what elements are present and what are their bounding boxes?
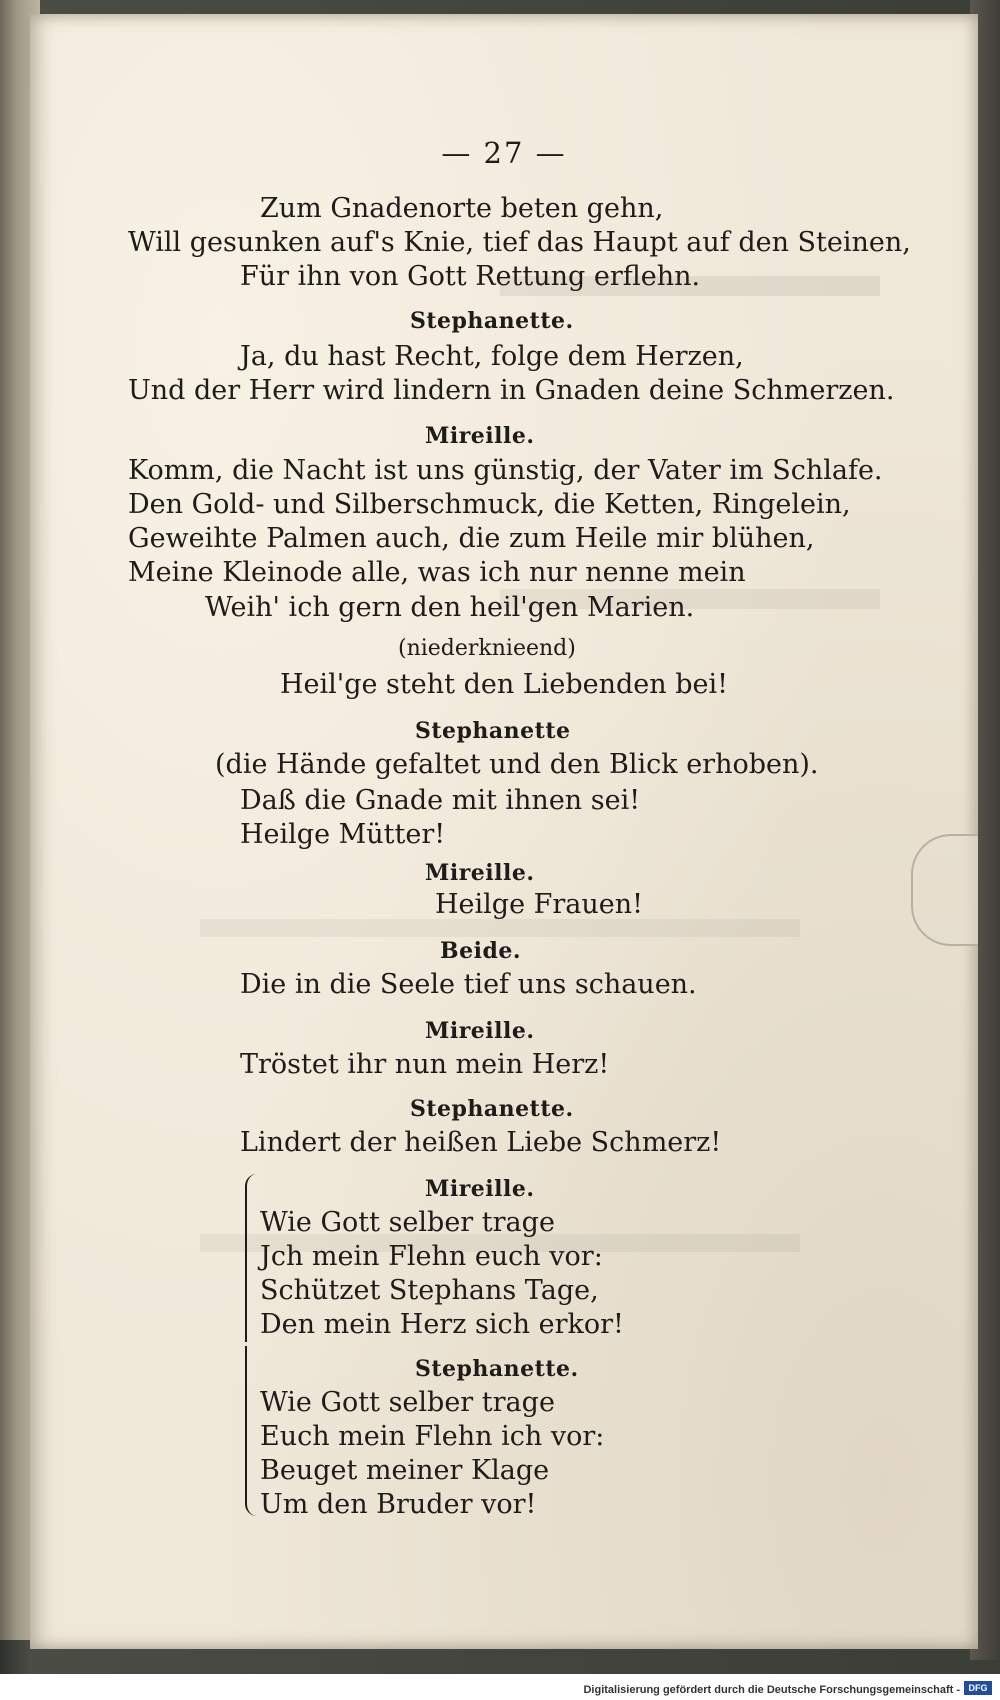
verse-line: Ja, du hast Recht, folge dem Herzen, xyxy=(240,341,744,372)
verse-line: Tröstet ihr nun mein Herz! xyxy=(240,1049,610,1080)
verse-line: Meine Kleinode alle, was ich nur nenne mein xyxy=(128,557,746,588)
footer-credit: Digitalisierung gefördert durch die Deutsche Forschungsgemeinschaft - xyxy=(583,1684,960,1696)
bracket-mireille xyxy=(245,1174,261,1342)
speaker-name: Mireille. xyxy=(425,1176,535,1202)
speaker-name: Stephanette. xyxy=(415,1356,579,1382)
verse-line: Für ihn von Gott Rettung erflehn. xyxy=(240,261,701,292)
verse-line: Heilge Frauen! xyxy=(435,889,643,920)
speaker-name: Stephanette. xyxy=(410,308,574,334)
speaker-name: Mireille. xyxy=(425,1018,535,1044)
verse-line: Zum Gnadenorte beten gehn, xyxy=(260,193,664,224)
verse-line: Beuget meiner Klage xyxy=(260,1455,550,1486)
verse-line: Lindert der heißen Liebe Schmerz! xyxy=(240,1127,722,1158)
speaker-name: Mireille. xyxy=(425,423,535,449)
verse-line: Komm, die Nacht ist uns günstig, der Vater im Schlafe. xyxy=(128,455,883,486)
verse-line: Schützet Stephans Tage, xyxy=(260,1275,599,1306)
verse-line: Wie Gott selber trage xyxy=(260,1207,555,1238)
verse-line: Euch mein Flehn ich vor: xyxy=(260,1421,605,1452)
book-page xyxy=(30,14,978,1649)
verse-line: Heil'ge steht den Liebenden bei! xyxy=(280,669,728,700)
stage-direction: (die Hände gefaltet und den Blick erhoben). xyxy=(215,749,819,780)
verse-line: Will gesunken auf's Knie, tief das Haupt auf den Steinen, xyxy=(128,227,911,258)
footer-bar xyxy=(0,1674,1000,1700)
page-number: — 27 — xyxy=(441,136,567,170)
verse-line: Um den Bruder vor! xyxy=(260,1489,537,1520)
speaker-name: Mireille. xyxy=(425,860,535,886)
dfg-logo: DFG xyxy=(964,1681,992,1695)
bracket-stephanette xyxy=(245,1346,261,1516)
verse-line: Wie Gott selber trage xyxy=(260,1387,555,1418)
verse-line: Daß die Gnade mit ihnen sei! xyxy=(240,785,641,816)
verse-line: Heilge Mütter! xyxy=(240,819,446,850)
page-content xyxy=(30,14,978,1649)
verse-line: Den mein Herz sich erkor! xyxy=(260,1309,624,1340)
speaker-name: Stephanette. xyxy=(410,1096,574,1122)
speaker-name: Beide. xyxy=(440,938,521,964)
verse-line: Jch mein Flehn euch vor: xyxy=(260,1241,603,1272)
verse-line: Die in die Seele tief uns schauen. xyxy=(240,969,697,1000)
verse-line: Den Gold- und Silberschmuck, die Ketten, Ringelein, xyxy=(128,489,851,520)
stage-direction: (niederknieend) xyxy=(398,636,576,661)
speaker-name: Stephanette xyxy=(415,718,571,744)
verse-line: Weih' ich gern den heil'gen Marien. xyxy=(205,592,695,623)
verse-line: Geweihte Palmen auch, die zum Heile mir blühen, xyxy=(128,523,815,554)
verse-line: Und der Herr wird lindern in Gnaden deine Schmerzen. xyxy=(128,375,895,406)
